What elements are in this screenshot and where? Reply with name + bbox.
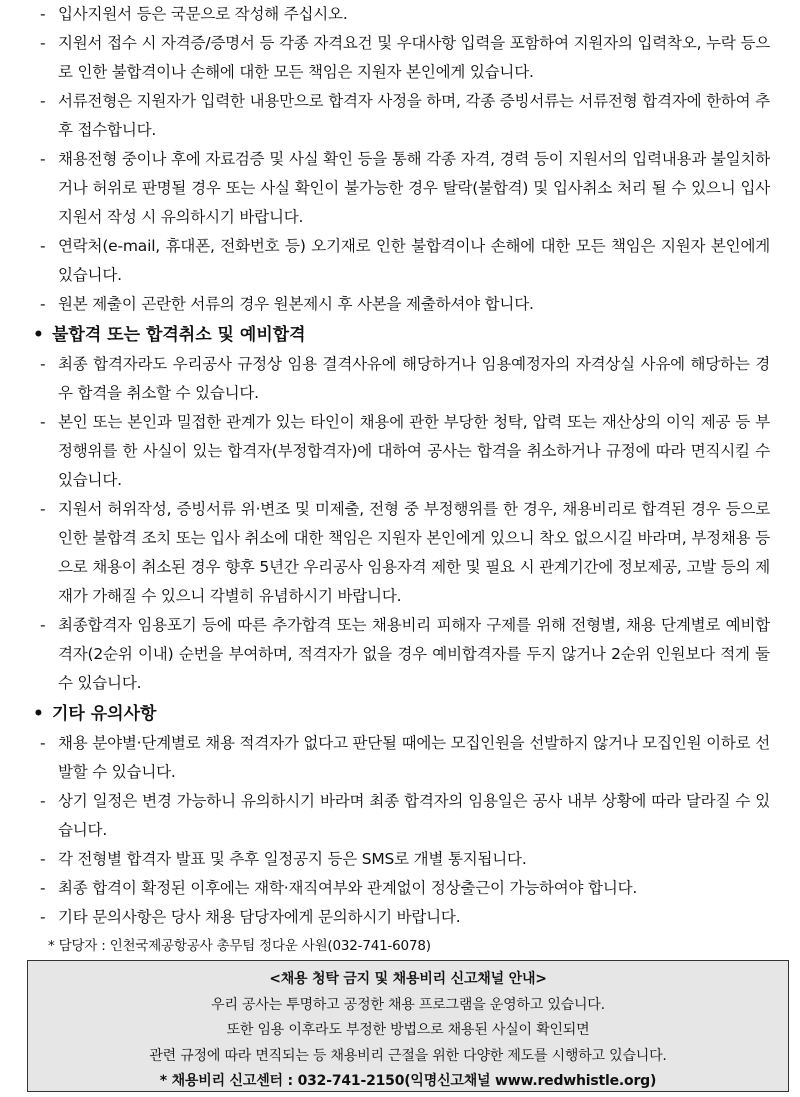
- list-item-text: 최종 합격이 확정된 이후에는 재학·재직여부와 관계없이 정상출근이 가능하여야 합니다.: [58, 879, 638, 897]
- dash-marker: -: [40, 92, 46, 110]
- list-item: [0, 290, 800, 319]
- list-item: [0, 232, 800, 290]
- list-item: [0, 145, 800, 232]
- list-item: [0, 350, 800, 408]
- list-item: [0, 29, 800, 87]
- list-item-text: 채용 분야별·단계별로 채용 적격자가 없다고 판단될 때에는 모집인원을 선발하지 않거나 모집인원 이하로 선발할 수 있습니다.: [58, 734, 770, 781]
- section-title: 불합격 또는 합격취소 및 예비합격: [52, 325, 306, 345]
- bullet-marker: •: [33, 325, 44, 345]
- dash-marker: -: [40, 150, 46, 168]
- list-item: [0, 903, 800, 932]
- list-item-text: 본인 또는 본인과 밀접한 관계가 있는 타인이 채용에 관한 부당한 청탁, 압력 또는 재산상의 이익 제공 등 부정행위를 한 사실이 있는 합격자(부정합격자)에 대하여 공사는 합격을 취소하거나 규정에 따라 면직시킬 수 있습니다.: [58, 413, 770, 489]
- dash-marker: -: [40, 734, 46, 752]
- dash-marker: -: [40, 355, 46, 373]
- notice-line: 관련 규정에 따라 면직되는 등 채용비리 근절을 위한 다양한 제도를 시행하고 있습니다.: [149, 1047, 667, 1064]
- list-item-text: 입사지원서 등은 국문으로 작성해 주십시오.: [58, 5, 348, 23]
- application-guidelines-list: [0, 0, 800, 319]
- list-item-text: 서류전형은 지원자가 입력한 내용만으로 합격자 사정을 하며, 각종 증빙서류는 서류전형 합격자에 한하여 추후 접수합니다.: [58, 92, 770, 139]
- list-item: [0, 611, 800, 698]
- dash-marker: -: [40, 500, 46, 518]
- list-item: [0, 87, 800, 145]
- notice-line: 또한 임용 이후라도 부정한 방법으로 채용된 사실이 확인되면: [226, 1022, 590, 1038]
- list-item-text: 지원서 허위작성, 증빙서류 위·변조 및 미제출, 전형 중 부정행위를 한 경우, 채용비리로 합격된 경우 등으로 인한 불합격 조치 또는 입사 취소에 대한 책임은 지원자 본인에게 있으니 착오 없으시길 바라며, 부정채용 등으로 채용이 취소된 경우 향후 5년간 우리공사 임용자격 제한 및 필요 시 관계기간에 정보제공, 고발 등의 제재가 가해질 수 있으니 각별히 유념하시기 바랍니다.: [58, 500, 770, 605]
- list-item: [0, 0, 800, 29]
- contact-person-note: * 담당자 : 인천국제공항공사 총무팀 정다운 사원(032-741-6078): [48, 938, 431, 954]
- bullet-marker: •: [33, 704, 44, 724]
- section-title: 기타 유의사항: [52, 704, 157, 724]
- list-item-text: 기타 문의사항은 당사 채용 담당자에게 문의하시기 바랍니다.: [58, 908, 461, 926]
- list-item-text: 각 전형별 합격자 발표 및 추후 일정공지 등은 SMS로 개별 통지됩니다.: [58, 850, 527, 868]
- notice-line: 우리 공사는 투명하고 공정한 채용 프로그램을 운영하고 있습니다.: [211, 996, 605, 1013]
- dash-marker: -: [40, 295, 46, 313]
- notice-title: <채용 청탁 금지 및 채용비리 신고채널 안내>: [269, 971, 547, 987]
- list-item: [0, 787, 800, 845]
- disqualification-list: [0, 350, 800, 698]
- dash-marker: -: [40, 850, 46, 868]
- dash-marker: -: [40, 237, 46, 255]
- dash-marker: -: [40, 34, 46, 52]
- list-item: [0, 845, 800, 874]
- section-heading-other-notes: [0, 699, 800, 729]
- list-item: [0, 495, 800, 611]
- list-item-text: 연락처(e-mail, 휴대폰, 전화번호 등) 오기재로 인한 불합격이나 손해에 대한 모든 책임은 지원자 본인에게 있습니다.: [58, 237, 770, 284]
- list-item-text: 최종 합격자라도 우리공사 규정상 임용 결격사유에 해당하거나 임용예정자의 자격상실 사유에 해당하는 경우 합격을 취소할 수 있습니다.: [58, 355, 770, 402]
- list-item-text: 원본 제출이 곤란한 서류의 경우 원본제시 후 사본을 제출하셔야 합니다.: [58, 295, 534, 313]
- section-heading-disqualification: [0, 320, 800, 350]
- dash-marker: -: [40, 908, 46, 926]
- dash-marker: -: [40, 616, 46, 634]
- list-item-text: 지원서 접수 시 자격증/증명서 등 각종 자격요건 및 우대사항 입력을 포함하여 지원자의 입력착오, 누락 등으로 인한 불합격이나 손해에 대한 모든 책임은 지원자 본인에게 있습니다.: [58, 34, 770, 81]
- list-item: [0, 874, 800, 903]
- dash-marker: -: [40, 879, 46, 897]
- dash-marker: -: [40, 413, 46, 431]
- list-item-text: 채용전형 중이나 후에 자료검증 및 사실 확인 등을 통해 각종 자격, 경력 등이 지원서의 입력내용과 불일치하거나 허위로 판명될 경우 또는 사실 확인이 불가능한 경우 탈락(불합격) 및 입사취소 처리 될 수 있으니 입사지원서 작성 시 유의하시기 바랍니다.: [58, 150, 770, 226]
- corruption-hotline-text: * 채용비리 신고센터 : 032-741-2150(익명신고채널 www.redwhistle.org): [159, 1073, 657, 1089]
- list-item: [0, 729, 800, 787]
- list-item-text: 최종합격자 임용포기 등에 따른 추가합격 또는 채용비리 피해자 구제를 위해 전형별, 채용 단계별로 예비합격자(2순위 이내) 순번을 부여하며, 적격자가 없을 경우 예비합격자를 두지 않거나 2순위 인원보다 적게 둘 수 있습니다.: [58, 616, 770, 692]
- list-item-text: 상기 일정은 변경 가능하니 유의하시기 바라며 최종 합격자의 임용일은 공사 내부 상황에 따라 달라질 수 있습니다.: [58, 792, 770, 839]
- dash-marker: -: [40, 5, 46, 23]
- other-notes-list: [0, 729, 800, 932]
- list-item: [0, 408, 800, 495]
- recruitment-corruption-notice-box: [27, 960, 789, 1092]
- dash-marker: -: [40, 792, 46, 810]
